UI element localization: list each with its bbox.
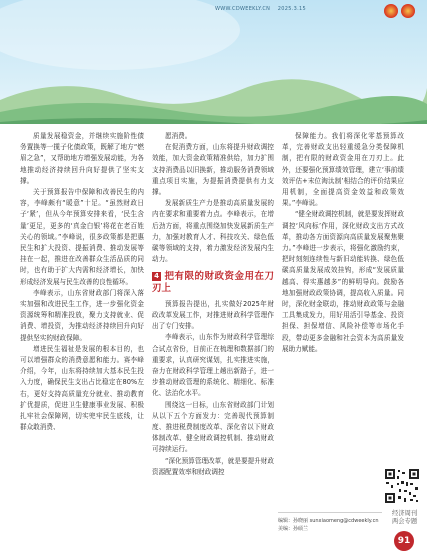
paragraph: 愿消费。 [165, 132, 192, 140]
designer-name: 孙硕兰 [293, 526, 309, 532]
paragraph: 质量发展稳资金，并继续实施阶性债务置换等一揽子化债政策，既解了地方“燃眉之急”，又帮助地方增强发展动能，为各地推动经济持续回升向好提供了坚实支撑。 [20, 132, 144, 185]
header-site-url: WWW.CDWEEKLY.CN [215, 6, 271, 12]
divider [278, 512, 382, 513]
article-column-1 [20, 131, 144, 433]
emblem-icon [384, 4, 398, 18]
section-number-badge: 4 [152, 272, 161, 281]
paragraph: 围绕这一目标，山东省财政部门计划从以下五个方面发力：完善现代预算制度、推进税费制度改革、深化省以下财政体制改革、健全财政调控机制、推动财政可持续运行。 [152, 400, 274, 454]
article-column-3 [282, 131, 404, 355]
emblem-icon [401, 4, 415, 18]
header-landscape-image [0, 70, 427, 124]
header-date: 2025.3.15 [277, 6, 306, 12]
paragraph: 预算报告提出，扎实做好2025年财政改革发展工作，对推进财政科学管理作出了专门安排。 [152, 299, 274, 331]
section-title: 把有限的财政资金用在刀刃上 [152, 271, 274, 294]
designer-label: 美编： [278, 526, 294, 532]
paragraph: 李峰表示，山东作为财政科学管理综合试点省份，目前正在梳理和数据部门的重要求，认真研究谋划，扎实推进实施，奋力在财政科学管理上趟出新路子，进一步推动财政管理的系统化、精细化、标准化、法治化水平。 [152, 333, 274, 398]
editor-name: 孙晓丽 sunxiaomeng@cdweekly.cn [293, 518, 379, 524]
paragraph: 在促消费方面，山东将提升财政调控效能，加大资金政策精准供给，加力扩围支持消费品以旧换新，推动服务消费领域重点项目实施，为提振消费提供有力支撑。 [152, 143, 274, 197]
header-banner [0, 0, 427, 124]
header-site-date [215, 6, 306, 12]
paragraph: “深化预算管理改革，就是要提升财政资源配置效率和财政调控 [152, 456, 274, 476]
paragraph: 增进民生福祉是发展的根本目的，也可以增强群众的消费意愿和能力。赛李峰介绍，今年，山东将持续加大基本民生投入力度，确保民生支出占比稳定在80%左右，更好支持高质量充分就业、推动教育扩优提质，促进卫生健康事业发展、积极扎牢社会保障网，切实兜牢民生底线，让群众敢消费、 [20, 344, 144, 432]
paragraph: 保障能力。我们将深化零基预算改革，完善财政支出轻重缓急分类保障机制，把有限的财政资金用在刀刃上。此外，还要强化预算绩效管理，建立‘事前绩效评估+末位淘汰制’相结合的评价结果应用机制，全面提高资金效益和政策效果。”李峰说。 [282, 132, 404, 208]
paragraph: 关于预算报告中保障和改善民生的内容，李峰颇有“暖意”十足。“虽然财政日子‘紧’，但从今年预算安排来看，‘民生含量’更足，更多的‘真金白银’将花在老百姓关心的领域。”李峰说，很多政策都是把惠民生和扩大投资、提振消费、推动发展等挂在一起，推进在改善群众生活品质的同时，也有助于扩大内需和经济增长，加快形成经济发展与民生改善的良性循环。 [20, 188, 144, 286]
editor-label: 编辑： [278, 518, 294, 524]
magazine-name: 经济周刊 [392, 510, 418, 517]
section-heading [152, 271, 274, 293]
page-number: 91 [394, 531, 414, 551]
header-cloud [0, 0, 240, 70]
paragraph: 发展新质生产力是推动高质量发展的内在要求和重要着力点。李峰表示，在增后劲方面，将重点围绕加快发展新质生产力，加强对教育人才、科技攻关、绿色低碳等领域的支持，着力激发经济发展内生动力。 [152, 199, 274, 264]
section-name: 两会专题 [392, 518, 418, 525]
paragraph: “健全财政调控机制，就是要发挥财政调控‘风向标’作用，深化财政支出方式改革，推动各方面资源向高质量发展聚焦聚力。”李峰进一步表示，将强化激励约束，把时刻刻连续性与新旧动能转换、绿色低碳高质量发展成效挂钩，形成“发展质量越高、得实惠越多”的鲜明导向。鼓励各地加强财政政策协调，提高收入质量。同时，深化财金联动，推动财政政策与金融工具集成发力，用好用活引导基金、投资担保、担保增信、风险补偿等市场化手段，带动更多金融和社会资本为高质量发展助力赋能。 [282, 210, 404, 353]
article-column-2 [152, 131, 274, 478]
paragraph: 李峰表示，山东省财政部门将深入落实加强和改进民生工作，进一步强化资金资源统筹和精准投放，聚力支持就业、促消费、增投资，为推动经济持续回升向好提供坚实的财政保障。 [20, 288, 144, 342]
qr-code-icon [384, 468, 420, 504]
editor-credits [278, 517, 379, 533]
magazine-section-label [392, 510, 417, 526]
